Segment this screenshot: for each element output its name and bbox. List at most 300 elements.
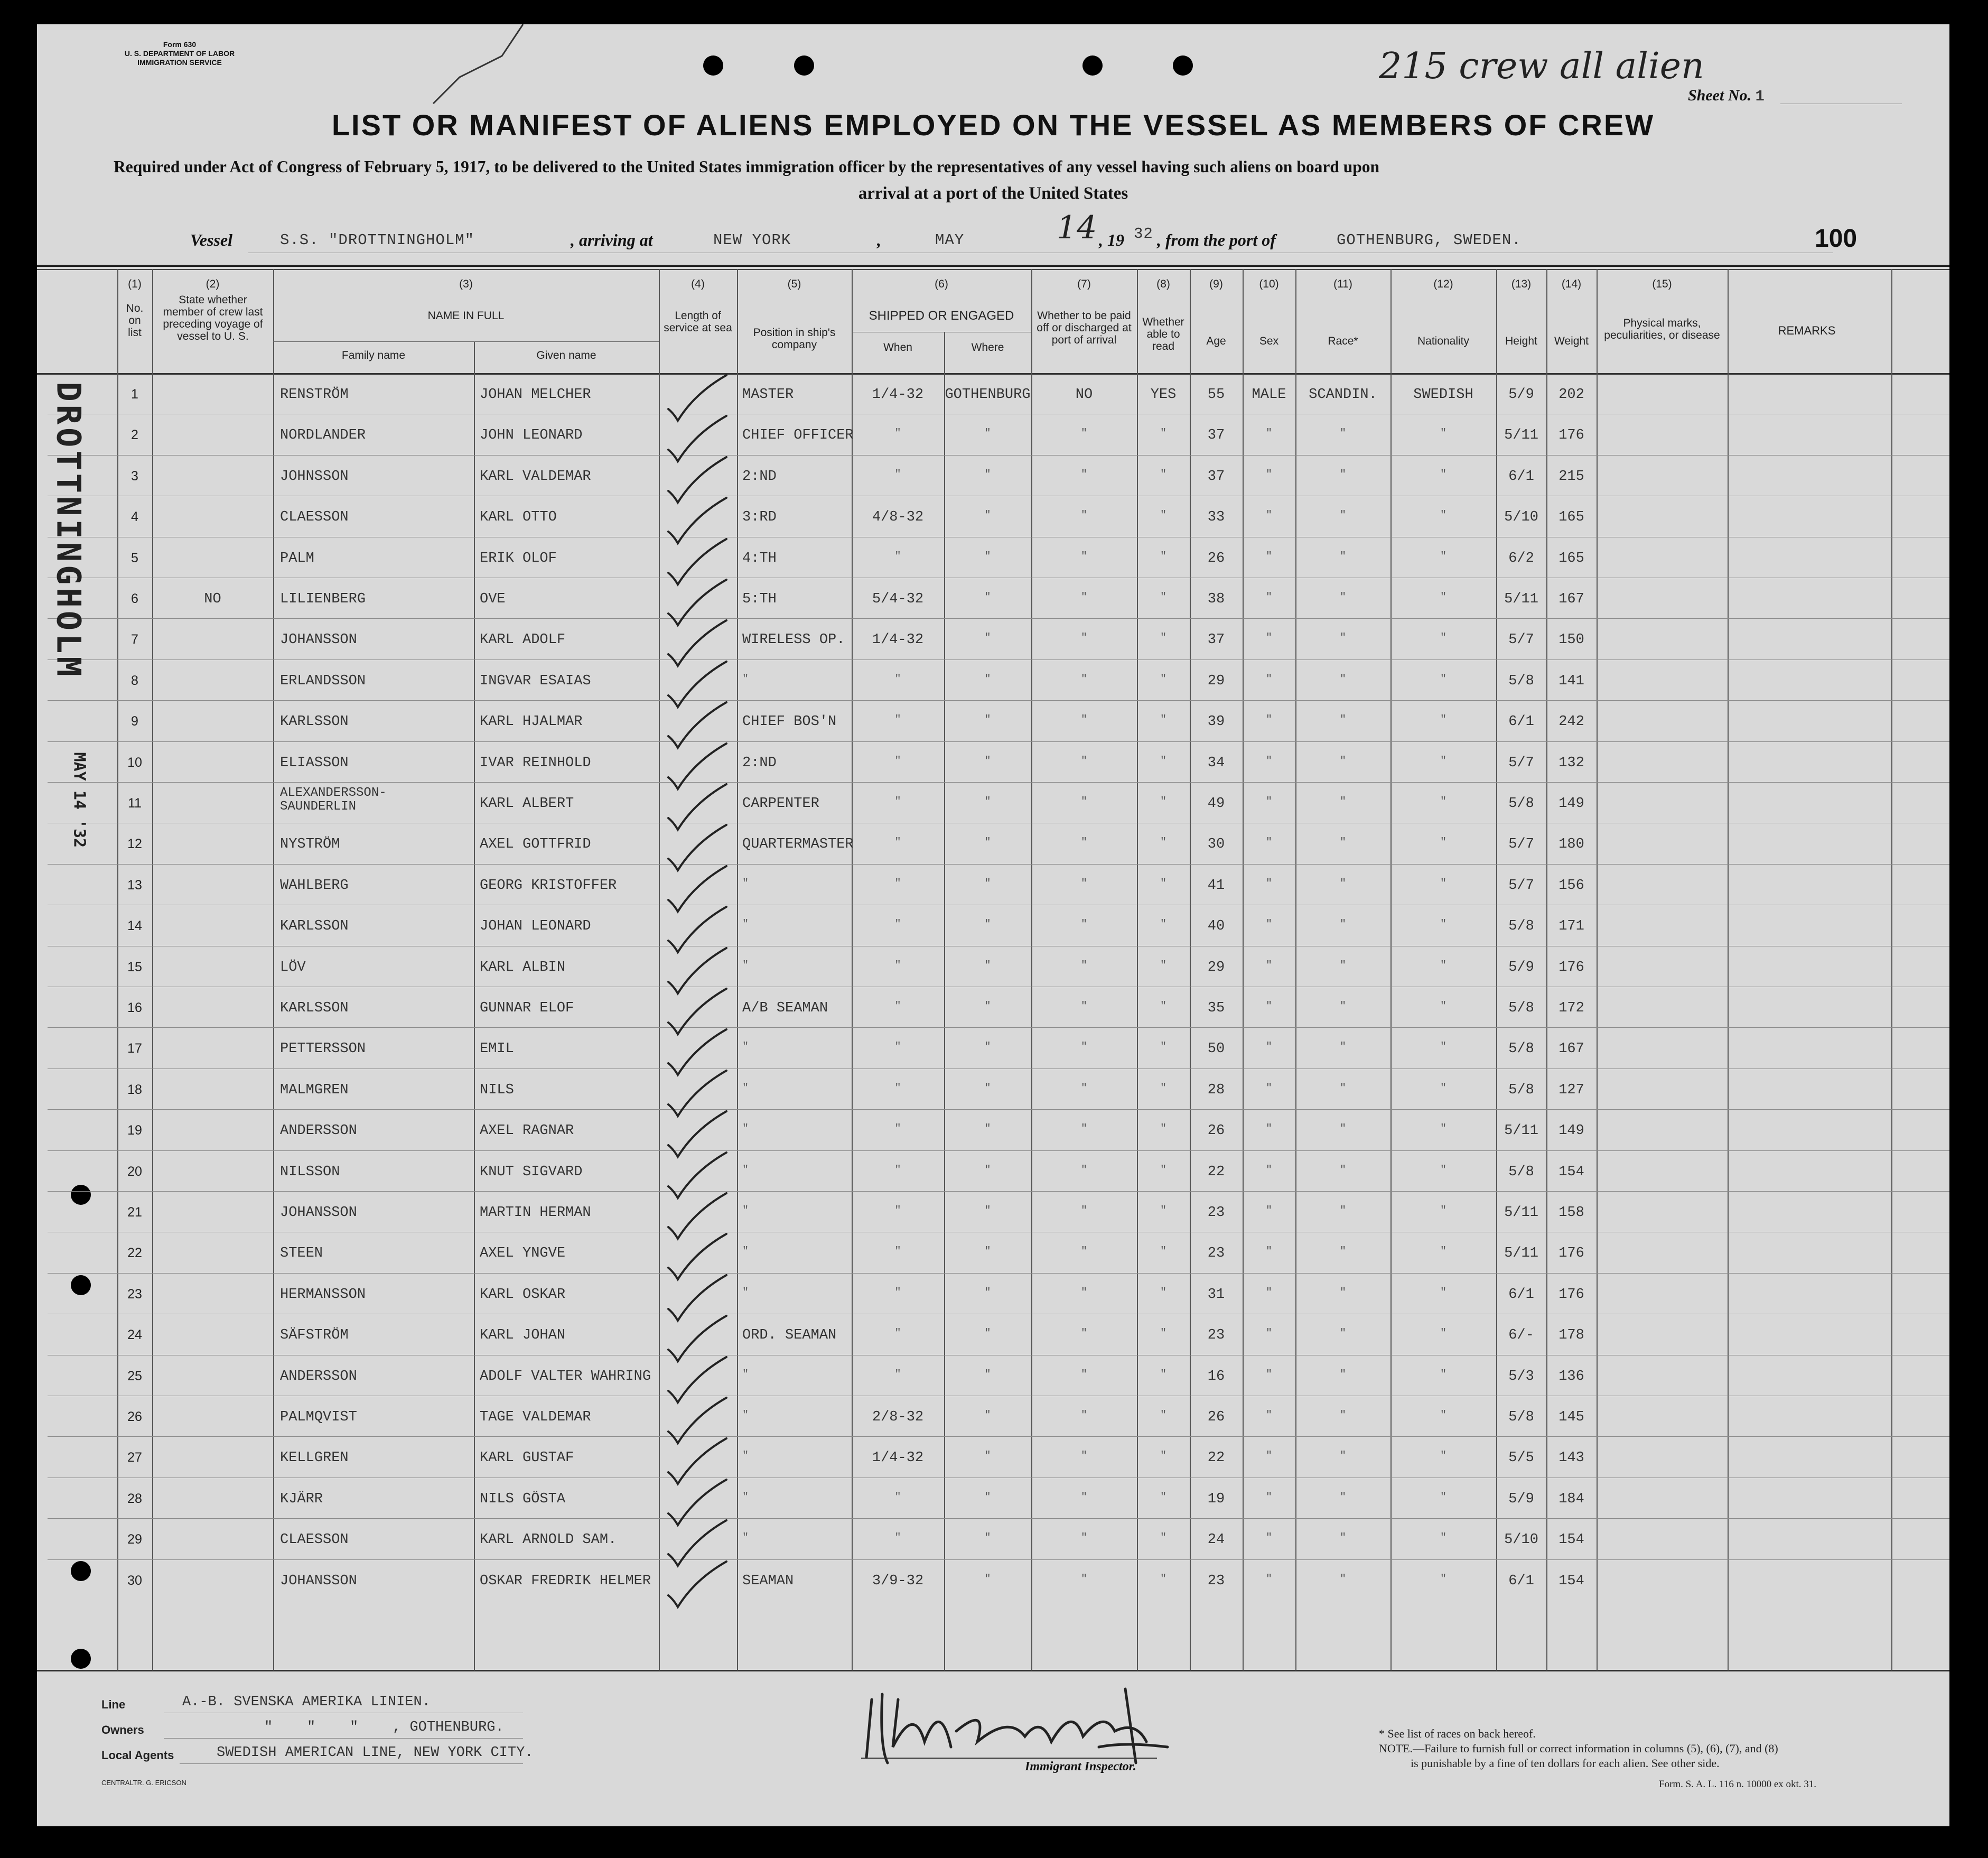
cell-where: GOTHENBURG: [945, 387, 1031, 403]
cell-given: KARL ARNOLD SAM.: [480, 1532, 617, 1548]
cell-family: JOHANSSON: [280, 1573, 357, 1589]
cell-height: 6/2: [1508, 550, 1534, 566]
cell-read: ": [1160, 959, 1166, 972]
cell-where: ": [984, 1246, 991, 1258]
handwritten-crew-note: 215 crew all alien: [1379, 45, 1704, 87]
cell-position: ": [742, 1409, 749, 1422]
cell-position: ": [742, 877, 749, 890]
cell-age: 24: [1207, 1532, 1225, 1548]
col-9-header: Age: [1206, 335, 1226, 347]
cell-no: 14: [127, 918, 142, 934]
row-rule: [48, 455, 1949, 456]
cell-paid: ": [1080, 1409, 1087, 1422]
cell-nationality: ": [1440, 918, 1446, 931]
cell-where: ": [984, 837, 991, 849]
cell-paid: ": [1080, 755, 1087, 767]
cell-when: ": [894, 428, 901, 440]
cell-race: ": [1339, 468, 1346, 481]
cell-no: 20: [127, 1164, 142, 1179]
cell-height: 5/11: [1504, 591, 1538, 607]
cell-nationality: ": [1440, 877, 1446, 890]
punch-hole: [71, 1649, 91, 1669]
cell-sex: ": [1265, 1532, 1272, 1545]
cell-read: ": [1160, 1123, 1166, 1136]
cell-race: ": [1339, 1000, 1346, 1012]
cell-height: 5/11: [1504, 1123, 1538, 1139]
cell-height: 5/8: [1508, 1164, 1534, 1180]
cell-when: 2/8-32: [872, 1409, 924, 1425]
cell-read: ": [1160, 1532, 1166, 1545]
cell-given: NILS: [480, 1082, 514, 1098]
col-15-number: (15): [1652, 278, 1672, 290]
cell-sex: ": [1265, 428, 1272, 440]
cell-given: JOHAN LEONARD: [480, 918, 591, 935]
cell-height: 5/7: [1508, 755, 1534, 771]
cell-given: ADOLF VALTER WAHRING: [480, 1368, 651, 1385]
races-note: * See list of races on back hereof.: [1379, 1727, 1536, 1740]
cell-read: ": [1160, 1205, 1166, 1217]
cell-position: ": [742, 1246, 749, 1258]
page-title: LIST OR MANIFEST OF ALIENS EMPLOYED ON THE VESSEL AS MEMBERS OF CREW: [331, 108, 1655, 142]
cell-position: A/B SEAMAN: [742, 1000, 828, 1016]
cell-race: ": [1339, 877, 1346, 890]
cell-weight: 165: [1558, 509, 1584, 526]
cell-when: 3/9-32: [872, 1573, 924, 1589]
cell-weight: 176: [1558, 959, 1584, 976]
cell-given: KARL OSKAR: [480, 1286, 566, 1303]
row-rule: [48, 1109, 1949, 1110]
cell-nationality: ": [1440, 428, 1446, 440]
cell-read: ": [1160, 877, 1166, 890]
cell-when: ": [894, 1327, 901, 1340]
cell-where: ": [984, 632, 991, 645]
cell-race: ": [1339, 918, 1346, 931]
vessel-name: S.S. "DROTTNINGHOLM": [280, 231, 475, 249]
cell-nationality: ": [1440, 959, 1446, 972]
cell-weight: 215: [1558, 468, 1584, 485]
cell-age: 55: [1207, 387, 1225, 403]
owners-label: Owners: [101, 1723, 144, 1736]
cell-when: ": [894, 1000, 901, 1012]
sheet-label: Sheet No.: [1688, 87, 1751, 104]
cell-weight: 167: [1558, 1041, 1584, 1057]
service-check-mark: [663, 1558, 737, 1617]
cell-sex: ": [1265, 1164, 1272, 1176]
cell-paid: NO: [1075, 387, 1093, 403]
cell-read: ": [1160, 1368, 1166, 1381]
cell-family: JOHANSSON: [280, 1205, 357, 1221]
cell-sex: MALE: [1252, 387, 1286, 403]
cell-given: JOHN LEONARD: [480, 428, 583, 444]
cell-given: GUNNAR ELOF: [480, 1000, 574, 1016]
paper-tear: [365, 24, 534, 109]
cell-weight: 156: [1558, 877, 1584, 894]
cell-family: JOHNSSON: [280, 468, 349, 485]
name-subheader-rule: [273, 341, 659, 342]
cell-height: 5/7: [1508, 632, 1534, 648]
cell-position: MASTER: [742, 387, 794, 403]
cell-weight: 202: [1558, 387, 1584, 403]
cell-given: AXEL GOTTFRID: [480, 837, 591, 853]
penalty-note-1: NOTE.—Failure to furnish full or correct information in columns (5), (6), (7), and (8): [1379, 1742, 1778, 1755]
table-top-border-2: [37, 269, 1949, 270]
cell-weight: 176: [1558, 428, 1584, 444]
row-rule: [48, 1027, 1949, 1028]
cell-given: KARL ALBERT: [480, 796, 574, 812]
cell-height: 5/8: [1508, 1000, 1534, 1016]
cell-position: ": [742, 1082, 749, 1094]
cell-position: ": [742, 673, 749, 685]
col-5-header: Position in ship's company: [753, 327, 836, 351]
cell-weight: 127: [1558, 1082, 1584, 1098]
cell-race: ": [1339, 755, 1346, 767]
cell-age: 35: [1207, 1000, 1225, 1016]
service-name: IMMIGRATION SERVICE: [137, 58, 222, 67]
col-4-header: Length of service at sea: [664, 310, 732, 334]
cell-race: ": [1339, 1491, 1346, 1503]
cell-height: 5/10: [1504, 509, 1538, 526]
cell-weight: 158: [1558, 1205, 1584, 1221]
cell-sex: ": [1265, 877, 1272, 890]
cell-family: MALMGREN: [280, 1082, 349, 1098]
cell-paid: ": [1080, 1368, 1087, 1381]
cell-age: 31: [1207, 1286, 1225, 1303]
cell-family: ELIASSON: [280, 755, 349, 771]
cell-when: ": [894, 1286, 901, 1299]
cell-where: ": [984, 1409, 991, 1422]
cell-no: 26: [127, 1409, 142, 1424]
cell-read: YES: [1150, 387, 1177, 403]
cell-where: ": [984, 428, 991, 440]
cell-nationality: ": [1440, 1368, 1446, 1381]
cell-position: 3:RD: [742, 509, 777, 526]
cell-no: 2: [131, 428, 138, 443]
column-rule: [1597, 269, 1598, 1670]
col-13-header: Height: [1505, 335, 1537, 347]
cell-nationality: ": [1440, 1041, 1446, 1054]
cell-race: ": [1339, 1082, 1346, 1094]
cell-height: 5/9: [1508, 1491, 1534, 1507]
cell-race: ": [1339, 796, 1346, 808]
cell-nationality: ": [1440, 1532, 1446, 1545]
cell-where: ": [984, 1368, 991, 1381]
cell-read: ": [1160, 550, 1166, 563]
cell-read: ": [1160, 632, 1166, 645]
cell-position: CHIEF OFFICER: [742, 428, 854, 444]
cell-paid: ": [1080, 1573, 1087, 1585]
cell-age: 29: [1207, 959, 1225, 976]
col-7-header: Whether to be paid off or discharged at port of arrival: [1037, 310, 1132, 346]
cell-sex: ": [1265, 509, 1272, 522]
cell-paid: ": [1080, 1286, 1087, 1299]
cell-paid: ": [1080, 1450, 1087, 1463]
cell-nationality: ": [1440, 1123, 1446, 1136]
col-8-header: Whether able to read: [1142, 316, 1184, 352]
col-1-number: (1): [128, 278, 142, 290]
cell-family: PALM: [280, 550, 314, 566]
cell-height: 5/9: [1508, 959, 1534, 976]
cell-when: ": [894, 1123, 901, 1136]
cell-read: ": [1160, 714, 1166, 727]
arrival-day: 14: [1057, 209, 1097, 246]
cell-position: ": [742, 1286, 749, 1299]
cell-no: 8: [131, 673, 138, 688]
col-12-header: Nationality: [1417, 335, 1470, 347]
cell-sex: ": [1265, 1573, 1272, 1585]
cell-race: ": [1339, 1246, 1346, 1258]
cell-sex: ": [1265, 673, 1272, 685]
cell-age: 28: [1207, 1082, 1225, 1098]
cell-when: ": [894, 1491, 901, 1503]
sheet-number-label: [1688, 87, 1765, 105]
cell-race: ": [1339, 428, 1346, 440]
column-rule: [737, 269, 738, 1670]
cell-where: ": [984, 1573, 991, 1585]
cell-weight: 242: [1558, 714, 1584, 730]
cell-nationality: ": [1440, 714, 1446, 727]
cell-race: ": [1339, 959, 1346, 972]
cell-where: ": [984, 1041, 991, 1054]
punch-hole: [71, 1275, 91, 1295]
cell-age: 29: [1207, 673, 1225, 689]
cell-height: 6/1: [1508, 714, 1534, 730]
sheet-number: 1: [1755, 88, 1765, 105]
cell-where: ": [984, 918, 991, 931]
cell-where: ": [984, 1205, 991, 1217]
cell-nationality: SWEDISH: [1413, 387, 1473, 403]
punch-hole: [703, 55, 723, 76]
cell-race: ": [1339, 550, 1346, 563]
col-11-header: Race*: [1328, 335, 1358, 347]
from-port-label: , from the port of: [1157, 230, 1276, 249]
cell-family: ANDERSSON: [280, 1123, 357, 1139]
cell-no: 10: [127, 755, 142, 770]
cell-age: 16: [1207, 1368, 1225, 1385]
cell-where: ": [984, 509, 991, 522]
cell-when: ": [894, 550, 901, 563]
cell-when: ": [894, 714, 901, 727]
cell-race: ": [1339, 1409, 1346, 1422]
cell-nationality: ": [1440, 550, 1446, 563]
cell-when: ": [894, 1041, 901, 1054]
row-rule: [48, 1518, 1949, 1519]
cell-age: 23: [1207, 1246, 1225, 1262]
cell-height: 5/11: [1504, 1246, 1538, 1262]
col-4-number: (4): [691, 278, 705, 290]
col-6-number: (6): [935, 278, 948, 290]
cell-sex: ": [1265, 1082, 1272, 1094]
cell-nationality: ": [1440, 755, 1446, 767]
cell-position: ": [742, 959, 749, 972]
cell-given: AXEL YNGVE: [480, 1246, 566, 1262]
cell-paid: ": [1080, 509, 1087, 522]
cell-given: NILS GÖSTA: [480, 1491, 566, 1507]
page-subtitle-line-2: arrival at a port of the United States: [858, 184, 1128, 203]
punch-hole: [794, 55, 814, 76]
cell-race: ": [1339, 837, 1346, 849]
cell-age: 23: [1207, 1205, 1225, 1221]
cell-age: 37: [1207, 428, 1225, 444]
cell-family: NILSSON: [280, 1164, 340, 1180]
cell-position: ": [742, 1450, 749, 1463]
from-port: GOTHENBURG, SWEDEN.: [1337, 231, 1522, 249]
cell-paid: ": [1080, 550, 1087, 563]
cell-nationality: ": [1440, 509, 1446, 522]
arrival-month: MAY: [935, 231, 965, 249]
cell-no: 3: [131, 468, 138, 484]
cell-sex: ": [1265, 1409, 1272, 1422]
cell-position: 4:TH: [742, 550, 777, 566]
cell-where: ": [984, 755, 991, 767]
cell-no: 1: [131, 387, 138, 402]
cell-sex: ": [1265, 918, 1272, 931]
cell-no: 27: [127, 1450, 142, 1465]
cell-family: SÄFSTRÖM: [280, 1327, 349, 1344]
cell-family: RENSTRÖM: [280, 387, 349, 403]
form-identifier: [106, 40, 254, 67]
local-agents-value: SWEDISH AMERICAN LINE, NEW YORK CITY.: [217, 1745, 534, 1761]
cell-family: KJÄRR: [280, 1491, 323, 1507]
arrival-port: NEW YORK: [713, 231, 791, 249]
cell-weight: 184: [1558, 1491, 1584, 1507]
cell-nationality: ": [1440, 1246, 1446, 1258]
cell-read: ": [1160, 1082, 1166, 1094]
cell-nationality: ": [1440, 796, 1446, 808]
cell-position: CHIEF BOS'N: [742, 714, 837, 730]
row-rule: [48, 782, 1949, 783]
cell-race: ": [1339, 1286, 1346, 1299]
cell-sex: ": [1265, 755, 1272, 767]
col-5-number: (5): [787, 278, 801, 290]
cell-family: PALMQVIST: [280, 1409, 357, 1425]
cell-height: 5/8: [1508, 918, 1534, 935]
cell-where: ": [984, 1286, 991, 1299]
cell-paid: ": [1080, 1205, 1087, 1217]
cell-weight: 149: [1558, 1123, 1584, 1139]
cell-when: ": [894, 959, 901, 972]
cell-where: ": [984, 1123, 991, 1136]
cell-no: 17: [127, 1041, 142, 1056]
cell-no: 29: [127, 1532, 142, 1547]
header-bottom-border: [37, 373, 1949, 375]
row-rule: [48, 659, 1949, 660]
cell-age: 40: [1207, 918, 1225, 935]
cell-read: ": [1160, 1491, 1166, 1503]
cell-position: SEAMAN: [742, 1573, 794, 1589]
arriving-label: , arriving at: [571, 230, 653, 249]
cell-given: AXEL RAGNAR: [480, 1123, 574, 1139]
cell-no: 30: [127, 1573, 142, 1588]
cell-nationality: ": [1440, 1082, 1446, 1094]
cell-position: ": [742, 1205, 749, 1217]
table-bottom-border: [37, 1670, 1949, 1671]
cell-family: KARLSSON: [280, 1000, 349, 1016]
cell-given: KARL ADOLF: [480, 632, 566, 648]
cell-sex: ": [1265, 837, 1272, 849]
cell-no: 11: [128, 796, 142, 811]
cell-given: KNUT SIGVARD: [480, 1164, 583, 1180]
cell-paid: ": [1080, 877, 1087, 890]
cell-read: ": [1160, 1286, 1166, 1299]
cell-position: ": [742, 1123, 749, 1136]
punch-hole: [1173, 55, 1193, 76]
cell-no: 15: [127, 959, 142, 974]
cell-height: 5/7: [1508, 837, 1534, 853]
cell-paid: ": [1080, 837, 1087, 849]
department-name: U. S. DEPARTMENT OF LABOR: [124, 49, 235, 58]
cell-paid: ": [1080, 1246, 1087, 1258]
cell-paid: ": [1080, 591, 1087, 603]
cell-when: ": [894, 1246, 901, 1258]
cell-weight: 176: [1558, 1246, 1584, 1262]
cell-height: 6/1: [1508, 1286, 1534, 1303]
cell-height: 5/8: [1508, 1082, 1534, 1098]
cell-nationality: ": [1440, 1164, 1446, 1176]
cell-weight: 132: [1558, 755, 1584, 771]
col-12-number: (12): [1433, 278, 1453, 290]
cell-nationality: ": [1440, 468, 1446, 481]
cell-age: 22: [1207, 1450, 1225, 1466]
cell-family: ALEXANDERSSON- SAUNDERLIN: [280, 786, 387, 814]
cell-nationality: ": [1440, 1450, 1446, 1463]
cell-age: 33: [1207, 509, 1225, 526]
cell-nationality: ": [1440, 673, 1446, 685]
cell-read: ": [1160, 673, 1166, 685]
cell-paid: ": [1080, 1327, 1087, 1340]
cell-paid: ": [1080, 796, 1087, 808]
cell-no: 21: [127, 1205, 142, 1220]
cell-read: ": [1160, 1164, 1166, 1176]
form-number: Form 630: [163, 40, 197, 49]
cell-when: 4/8-32: [872, 509, 924, 526]
printer-credit: CENTRALTR. G. ERICSON: [101, 1779, 186, 1787]
signature-line: [861, 1758, 1157, 1759]
cell-position: ": [742, 1041, 749, 1054]
cell-given: JOHAN MELCHER: [480, 387, 591, 403]
owners-value: " " " , GOTHENBURG.: [264, 1720, 504, 1735]
cell-paid: ": [1080, 1164, 1087, 1176]
cell-height: 6/-: [1508, 1327, 1534, 1344]
year-prefix: , 19: [1099, 230, 1124, 249]
cell-family: CLAESSON: [280, 1532, 349, 1548]
arrival-year: 32: [1134, 225, 1153, 243]
cell-height: 5/8: [1508, 796, 1534, 812]
cell-age: 38: [1207, 591, 1225, 607]
line-value: A.-B. SVENSKA AMERIKA LINIEN.: [182, 1694, 431, 1710]
cell-paid: ": [1080, 428, 1087, 440]
cell-sex: ": [1265, 959, 1272, 972]
row-rule: [48, 618, 1949, 619]
cell-race: ": [1339, 1123, 1346, 1136]
cell-sex: ": [1265, 1246, 1272, 1258]
col-8-number: (8): [1156, 278, 1170, 290]
cell-sex: ": [1265, 796, 1272, 808]
inspector-label: Immigrant Inspector.: [1025, 1760, 1136, 1773]
row-rule: [48, 1273, 1949, 1274]
cell-read: ": [1160, 796, 1166, 808]
cell-family: LÖV: [280, 959, 306, 976]
cell-position: 2:ND: [742, 755, 777, 771]
cell-age: 41: [1207, 877, 1225, 894]
cell-weight: 171: [1558, 918, 1584, 935]
cell-height: 5/5: [1508, 1450, 1534, 1466]
table-top-border: [37, 265, 1949, 267]
cell-when: ": [894, 837, 901, 849]
cell-where: ": [984, 714, 991, 727]
cell-height: 6/1: [1508, 1573, 1534, 1589]
cell-sex: ": [1265, 1123, 1272, 1136]
comma-separator: ,: [877, 230, 881, 249]
